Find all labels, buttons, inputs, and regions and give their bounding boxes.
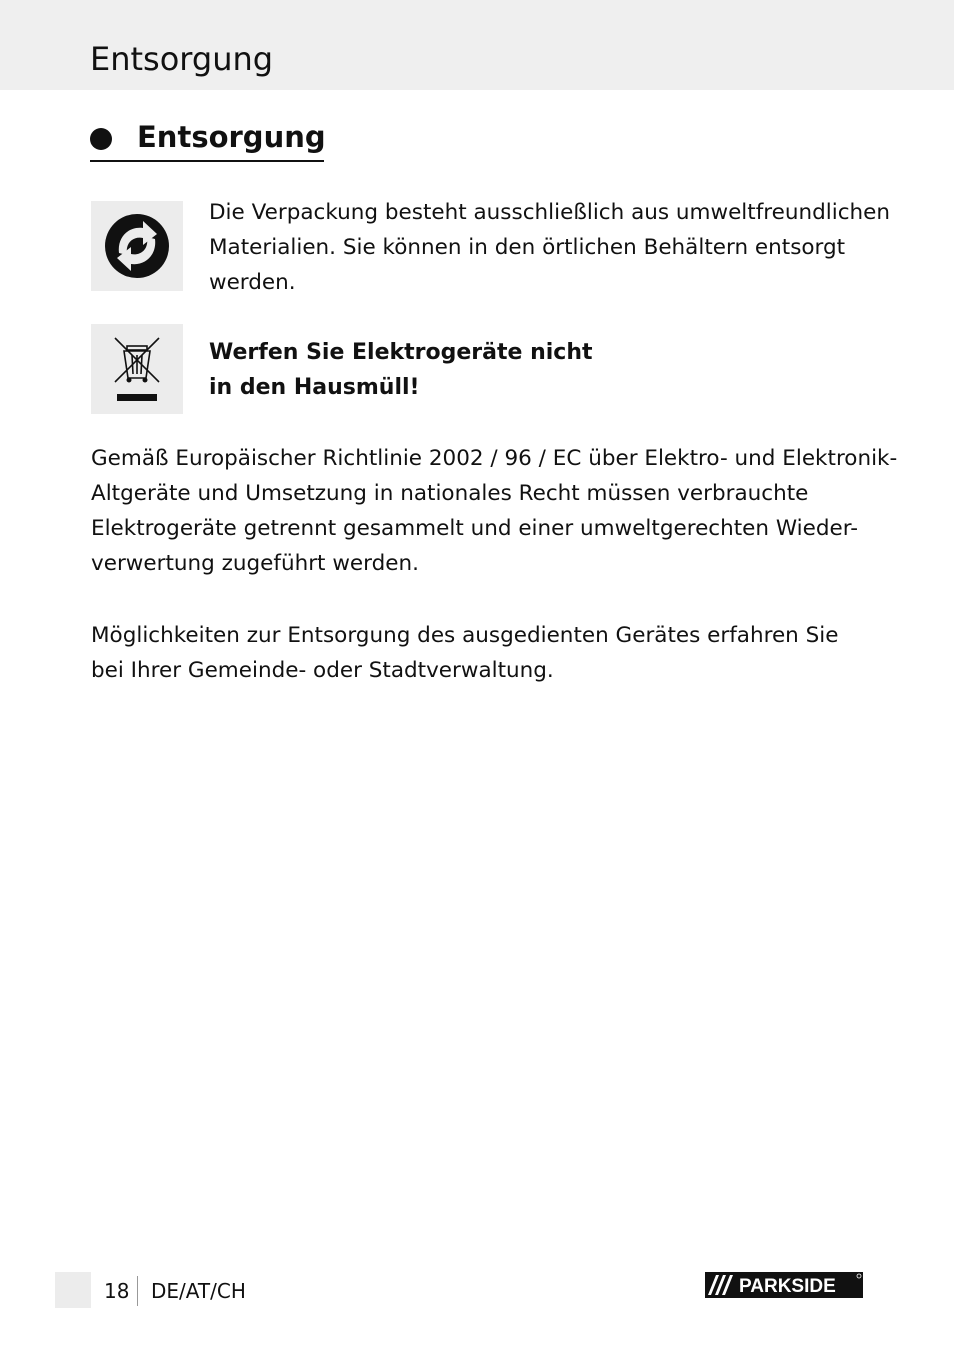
paragraph-line: Elektrogeräte getrennt gesammelt und einer umweltgerechten Wieder- xyxy=(91,516,858,541)
paragraph-line: Materialien. Sie können in den örtlichen Behältern entsorgt xyxy=(209,235,846,260)
footer-marker xyxy=(55,1272,91,1308)
weee-warning xyxy=(209,335,593,405)
paragraph-line: verwertung zugeführt werden. xyxy=(91,551,419,576)
region-label: DE/AT/CH xyxy=(151,1279,246,1303)
section-heading xyxy=(90,118,324,162)
recycling-icon-box xyxy=(91,201,183,291)
paragraph-line: bei Ihrer Gemeinde- oder Stadtverwaltung. xyxy=(91,658,554,683)
footer-divider xyxy=(137,1276,138,1306)
crossed-out-wheelie-bin-icon xyxy=(91,324,183,414)
paragraph-line: Möglichkeiten zur Entsorgung des ausgedienten Gerätes erfahren Sie xyxy=(91,623,839,648)
section-title: Entsorgung xyxy=(137,120,326,154)
parkside-logo xyxy=(705,1272,863,1298)
paragraph-line: Gemäß Europäischer Richtlinie 2002 / 96 / EC über Elektro- und Elektronik- xyxy=(91,446,898,471)
directive-paragraph xyxy=(91,441,897,581)
page-header-title: Entsorgung xyxy=(90,40,274,78)
paragraph-line: Altgeräte und Umsetzung in nationales Recht müssen verbrauchte xyxy=(91,481,809,506)
paragraph-line: Die Verpackung besteht ausschließlich aus umweltfreundlichen xyxy=(209,200,891,225)
packaging-paragraph xyxy=(209,195,890,300)
paragraph-line: werden. xyxy=(209,270,296,295)
green-dot-recycling-icon xyxy=(91,201,183,291)
logo-wordmark: PARKSIDE xyxy=(739,1276,836,1297)
options-paragraph xyxy=(91,618,839,688)
bullet-icon xyxy=(90,128,112,150)
warning-line: in den Hausmüll! xyxy=(209,375,420,400)
page-number: 18 xyxy=(104,1279,130,1303)
weee-icon-box xyxy=(91,324,183,414)
warning-line: Werfen Sie Elektrogeräte nicht xyxy=(209,340,593,365)
